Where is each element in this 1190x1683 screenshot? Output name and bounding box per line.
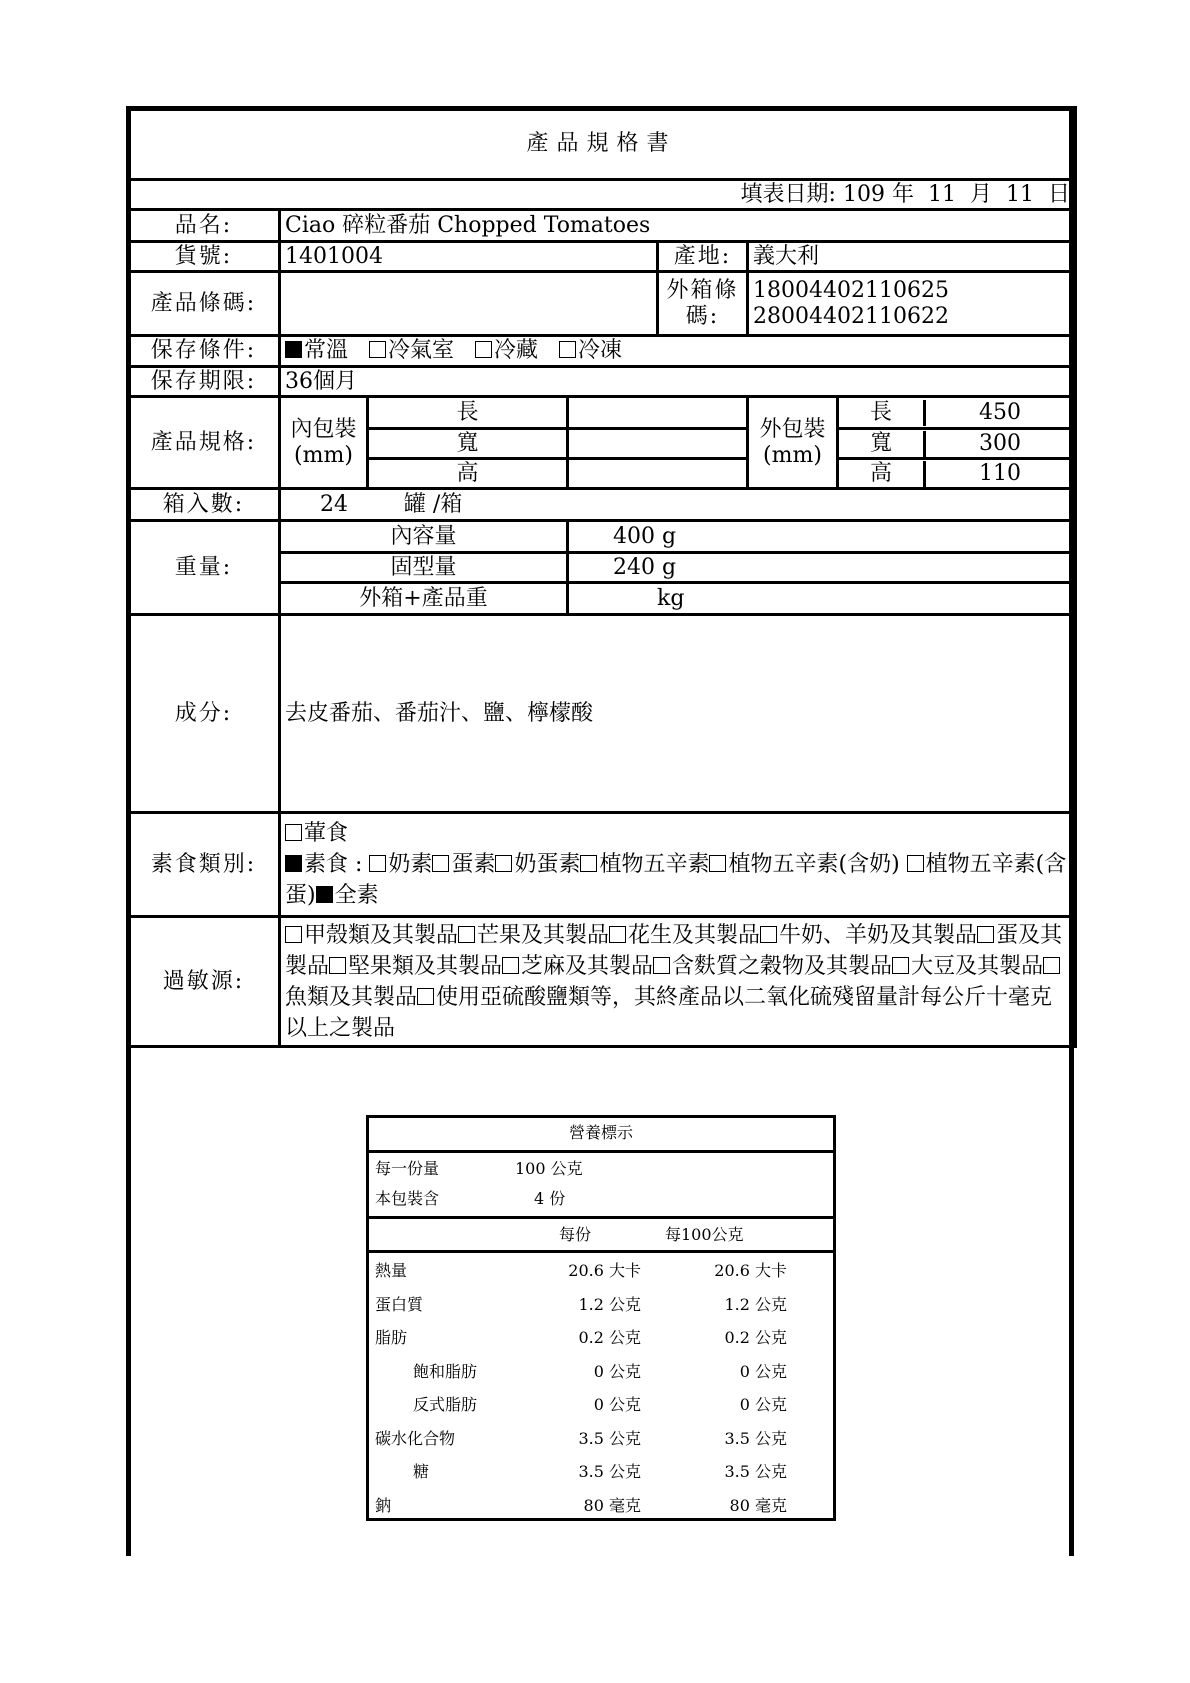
outer-dim-length-value: 450 [979,399,1021,425]
date-label: 填表日期: [740,181,836,207]
vegetarian-checkbox[interactable] [285,855,302,872]
allergen-item: 牛奶、羊奶及其製品 [779,922,978,948]
item-no-value: 1401004 [280,242,658,272]
spec-label: 產品規格: [128,397,280,489]
allergen-item: 大豆及其製品 [911,953,1044,979]
nutrient-row [369,1390,833,1420]
allergen-checkbox[interactable] [458,926,475,943]
shelf-life-value: 36個月 [280,367,1076,397]
product-name-value: Ciao 碎粒番茄 Chopped Tomatoes [280,210,1076,242]
veg-option-label: 蛋素 [451,852,496,877]
weight-gross-label: 外箱+產品重 [280,583,568,615]
servings-label: 本包裝含 [375,1189,440,1208]
nutrient-name: 糖 [413,1462,430,1481]
outer-dim-height-value: 110 [979,460,1021,486]
outer-dim-width-value: 300 [979,430,1021,456]
allergen-checkbox[interactable] [609,926,626,943]
weight-gross-value: kg [568,583,1076,615]
storage-option-label: 冷凍 [578,338,623,363]
inner-pack-label [280,397,368,489]
storage-options [280,336,1076,367]
allergen-checkbox[interactable] [329,957,346,974]
date-month: 11 [927,181,956,207]
allergen-item: 甲殼類及其製品 [304,922,459,948]
veg-option-checkbox-4[interactable] [580,855,597,872]
item-no-label: 貨號: [128,242,280,272]
allergen-item: 蛋及其製品 [285,922,1063,979]
allergen-item: 芒果及其製品 [477,922,610,948]
serving-size-label: 每一份量 [375,1159,440,1178]
nutrition-panel [366,1115,836,1521]
date-month-unit: 月 [969,181,992,207]
veg-option-label: 奶蛋素 [514,852,581,877]
outer-dim-height [838,459,1076,489]
shelf-life-label: 保存期限: [128,367,280,397]
case-qty-label: 箱入數: [128,489,280,521]
nutrient-name: 反式脂肪 [413,1395,478,1414]
inner-dim-width-value [568,429,748,459]
nutrient-row [369,1290,833,1320]
outer-pack-label [748,397,838,489]
col-per-serving: 每份 [559,1225,592,1244]
nutrient-per-serving: 1.2 公克 [578,1294,641,1314]
outer-barcode-values [748,272,1076,336]
allergen-item: 含麩質之穀物及其製品 [672,953,893,979]
veg-option-checkbox-6[interactable] [907,855,924,872]
weight-net-value: 400 g [568,521,1076,553]
date-day-unit: 日 [1048,181,1071,207]
nutrient-name: 飽和脂肪 [413,1361,478,1381]
allergen-checkbox[interactable] [892,957,909,974]
outer-dim-height-label: 高 [839,461,926,487]
nutrient-row [369,1256,833,1286]
inner-dim-width-label: 寬 [368,429,568,459]
weight-solid-label: 固型量 [280,553,568,583]
nutrient-per-100: 80 毫克 [729,1495,787,1515]
nutrient-name: 鈉 [375,1495,392,1515]
serving-size-row [369,1154,833,1184]
storage-option-label: 冷藏 [494,338,539,363]
weight-label: 重量: [128,521,280,615]
inner-dim-length-value [568,397,748,429]
case-qty-unit: 罐 /箱 [403,491,463,517]
allergen-item: 堅果類及其製品 [348,953,503,979]
nutrition-title: 營養標示 [568,1123,633,1142]
veg-option-label: 奶素 [388,852,433,877]
servings-row [369,1184,833,1214]
veg-option-label: 植物五辛素(含蛋) [285,852,1067,908]
storage-checkbox-4[interactable] [559,341,576,358]
allergen-item: 芝麻及其製品 [521,953,654,979]
allergen-checkbox[interactable] [1043,957,1060,974]
nutrient-per-serving: 20.6 大卡 [568,1261,641,1280]
outer-dim-width [838,429,1076,459]
nutrient-per-serving: 3.5 公克 [578,1462,641,1481]
product-name-label: 品名: [128,210,280,242]
nutrient-row [369,1491,833,1521]
inner-dim-height-label: 高 [368,459,568,489]
nutrient-per-serving: 0.2 公克 [578,1328,641,1347]
storage-option-label: 冷氣室 [388,338,455,363]
allergen-item: 花生及其製品 [628,922,761,948]
nutrient-per-100: 20.6 大卡 [714,1261,787,1280]
veg-option-checkbox-5[interactable] [709,855,726,872]
nutrient-per-serving: 0 公克 [593,1395,641,1414]
nutrient-row [369,1424,833,1454]
allergen-checkbox[interactable] [417,988,434,1005]
allergen-label: 過敏源: [128,917,280,1047]
outer-barcode-2: 28004402110622 [753,303,949,329]
date-year: 109 [842,181,885,207]
allergen-item: 魚類及其製品 [285,984,418,1010]
outer-dim-length [838,397,1076,429]
nutrient-per-serving: 80 毫克 [583,1495,641,1515]
allergen-checkbox[interactable] [760,926,777,943]
allergen-item: 使用亞硫酸鹽類等，其終產品以二氧化硫殘留量計每公斤十毫克以上之製品 [285,984,1053,1041]
column-header-row [369,1220,833,1250]
outer-pack-title: 外包裝 [759,416,826,442]
meat-label: 葷食 [304,821,349,846]
allergen-checkbox[interactable] [653,957,670,974]
veg-option-label: 植物五辛素 [599,852,710,877]
ingredients-value: 去皮番茄、番茄汁、鹽、檸檬酸 [280,615,1076,813]
storage-checkbox-3[interactable] [475,341,492,358]
veg-separator: : [348,852,370,877]
origin-label: 產地: [658,242,748,272]
vegetarian-label: 素食類別: [128,813,280,917]
allergen-checkbox[interactable] [502,957,519,974]
veg-option-label: 植物五辛素(含奶) [728,852,900,877]
page-title: 產品規格書 [128,108,1076,180]
inner-pack-unit: (mm) [294,442,353,468]
origin-value: 義大利 [748,242,1076,272]
nutrient-per-serving: 0 公克 [593,1361,641,1381]
nutrient-name: 脂肪 [375,1328,408,1347]
outer-barcode-1: 18004402110625 [753,277,949,303]
nutrient-per-100: 3.5 公克 [724,1462,787,1481]
nutrient-row [369,1323,833,1353]
weight-net-label: 內容量 [280,521,568,553]
nutrient-row [369,1357,833,1387]
ingredients-label: 成分: [128,615,280,813]
product-barcode-value [280,272,658,336]
inner-pack-title: 內包裝 [290,416,357,442]
vegetarian-options [280,813,1076,917]
nutrient-name: 碳水化合物 [375,1428,456,1448]
nutrient-per-100: 1.2 公克 [724,1294,787,1314]
outer-pack-unit: (mm) [763,442,822,468]
product-barcode-label: 產品條碼: [128,272,280,336]
storage-option-label: 常溫 [304,338,349,363]
meat-checkbox[interactable] [285,824,302,841]
veg-option-checkbox-2[interactable] [432,855,449,872]
fill-date [128,180,1076,210]
storage-checkbox-2[interactable] [369,341,386,358]
spec-table [126,106,1077,1048]
case-qty-value [280,489,1076,521]
nutrient-per-serving: 3.5 公克 [578,1428,641,1448]
veg-label: 素食 [304,852,349,877]
nutrition-title-row [369,1118,833,1148]
nutrient-name: 蛋白質 [375,1294,424,1314]
veg-option-label: 全素 [334,883,379,908]
outer-dim-length-label: 長 [839,400,926,426]
outer-dim-width-label: 寬 [839,431,926,457]
nutrient-per-100: 0.2 公克 [724,1328,787,1347]
storage-checkbox-1[interactable] [285,341,302,358]
storage-label: 保存條件: [128,336,280,367]
veg-option-checkbox-7[interactable] [316,886,333,903]
veg-option-checkbox-1[interactable] [369,855,386,872]
allergen-checkbox[interactable] [977,926,994,943]
servings-value: 4 份 [534,1189,566,1208]
allergen-options [280,917,1076,1047]
nutrient-row [369,1457,833,1487]
veg-option-checkbox-3[interactable] [495,855,512,872]
outer-barcode-label: 外箱條碼: [658,272,748,336]
allergen-checkbox[interactable] [285,926,302,943]
nutrient-per-100: 3.5 公克 [724,1428,787,1448]
date-day: 11 [1006,181,1034,207]
col-per-100: 每100公克 [665,1225,744,1244]
nutrient-per-100: 0 公克 [739,1361,787,1381]
inner-dim-height-value [568,459,748,489]
serving-size-value: 100 公克 [515,1159,583,1178]
weight-solid-value: 240 g [568,553,1076,583]
case-qty-number: 24 [319,491,348,517]
nutrient-name: 熱量 [375,1261,408,1280]
nutrient-per-100: 0 公克 [739,1395,787,1414]
date-year-unit: 年 [891,181,914,207]
inner-dim-length-label: 長 [368,397,568,429]
